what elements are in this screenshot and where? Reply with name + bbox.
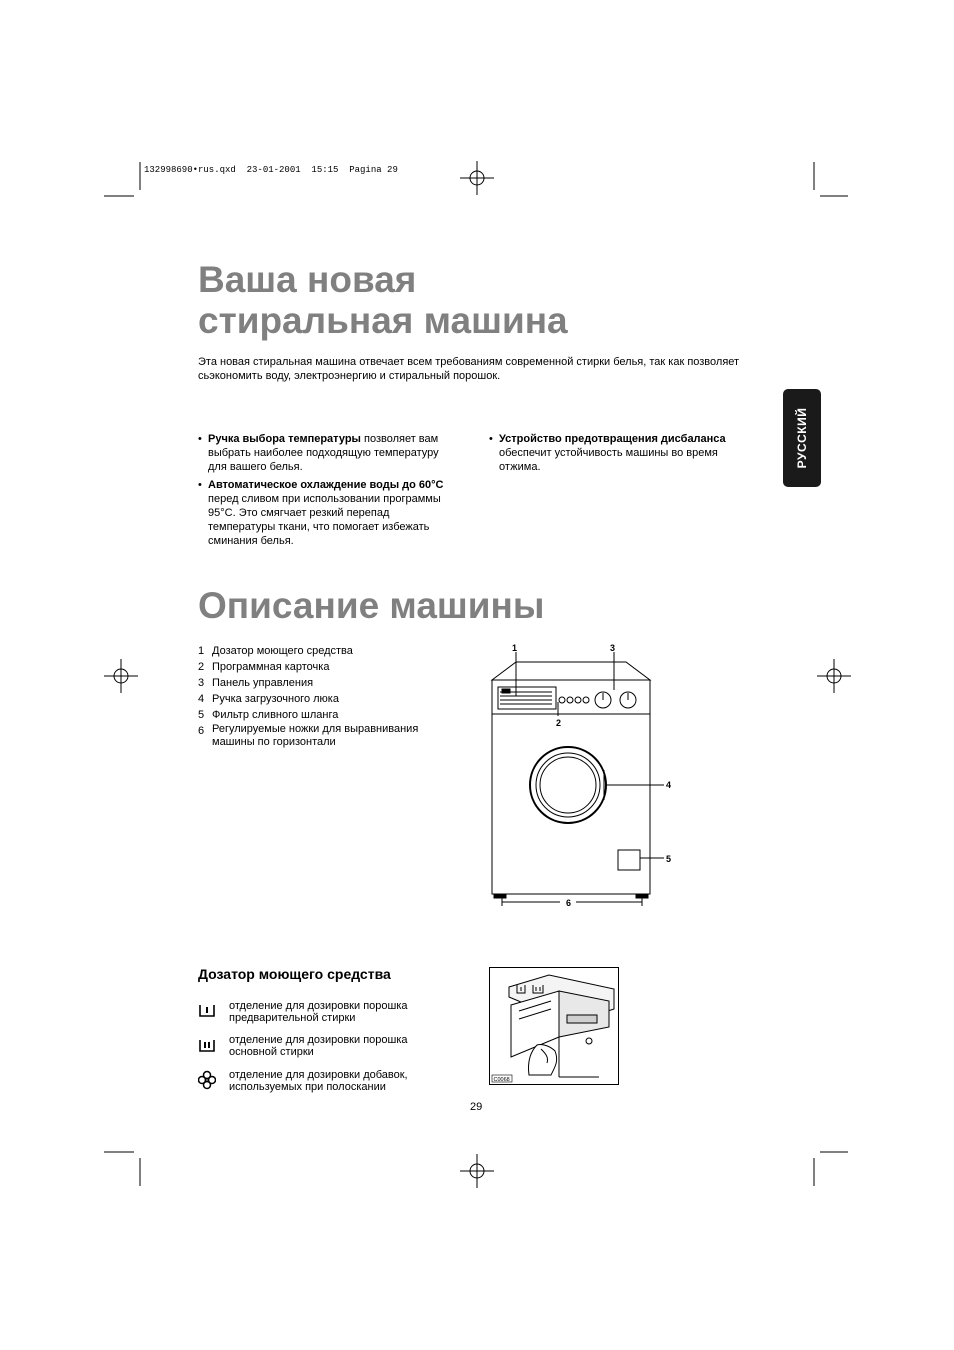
diagram-label-6: 6: [566, 898, 572, 908]
list-item: 3 Панель управления: [198, 677, 314, 689]
page-title-line1: Ваша новая: [198, 259, 417, 300]
feature-item: [198, 478, 456, 548]
print-header: 132998690•rus.qxd 23-01-2001 15:15 Pagina 29: [144, 165, 398, 175]
dispenser-illustration: [489, 967, 619, 1085]
page-title: [198, 259, 568, 341]
page-number: 29: [470, 1101, 483, 1113]
prewash-compartment-icon: [198, 1002, 216, 1018]
feature-lead: Ручка выбора температуры: [208, 433, 361, 445]
list-item: 2 Программная карточка: [198, 661, 330, 673]
feature-lead: Автоматическое охлаждение воды до 60°С: [208, 479, 444, 491]
page-title-line2: стиральная машина: [198, 300, 568, 341]
feature-text: перед сливом при использовании программы 95°С. Это смягчает резкий перепад температуры ткани, что помогает избежать сминания белья.: [208, 493, 441, 547]
diagram-label-4: 4: [666, 780, 672, 790]
diagram-label-5: 5: [666, 854, 672, 864]
language-tab: [783, 389, 821, 487]
parts-list: [198, 643, 442, 749]
feature-lead: Устройство предотвращения дисбаланса: [499, 433, 726, 445]
photo-code: C0068: [493, 1077, 510, 1083]
compartment-description: отделение для дозировки порошка основной стирки: [229, 1034, 408, 1058]
intro-text: Эта новая стиральная машина отвечает всем требованиям современной стирки белья, так как позволяет сьэкономить воду, электроэнергию и стиральный порошок.: [198, 356, 740, 382]
features-left: [198, 432, 456, 552]
list-item: 1 Дозатор моющего средства: [198, 645, 353, 657]
diagram-label-3: 3: [610, 643, 616, 653]
list-item: 6 Регулируемые ножки для выравнивания машины по горизонтали: [198, 723, 419, 748]
section-title: Описание машины: [198, 585, 545, 626]
list-item: 5 Фильтр сливного шланга: [198, 709, 339, 721]
feature-item: [489, 432, 739, 474]
features-right: [489, 432, 739, 478]
diagram-label-2: 2: [556, 718, 562, 728]
feature-text: обеспечит устойчивость машины во время отжима.: [499, 447, 718, 473]
compartment-description: отделение для дозировки порошка предварительной стирки: [229, 1000, 408, 1024]
flower-softener-icon: [198, 1070, 216, 1090]
feature-text: позволяет вам выбрать наиболее подходящую температуру для вашего белья.: [208, 433, 439, 473]
list-item: 4 Ручка загрузочного люка: [198, 693, 339, 705]
mainwash-compartment-icon: [198, 1037, 216, 1053]
language-tab-label: РУССКИЙ: [795, 407, 809, 469]
feature-item: [198, 432, 456, 474]
machine-diagram: [486, 640, 686, 910]
dispenser-title: Дозатор моющего средства: [198, 966, 391, 982]
diagram-label-1: 1: [512, 643, 518, 653]
compartment-description: отделение для дозировки добавок, используемых при полоскании: [229, 1069, 408, 1093]
